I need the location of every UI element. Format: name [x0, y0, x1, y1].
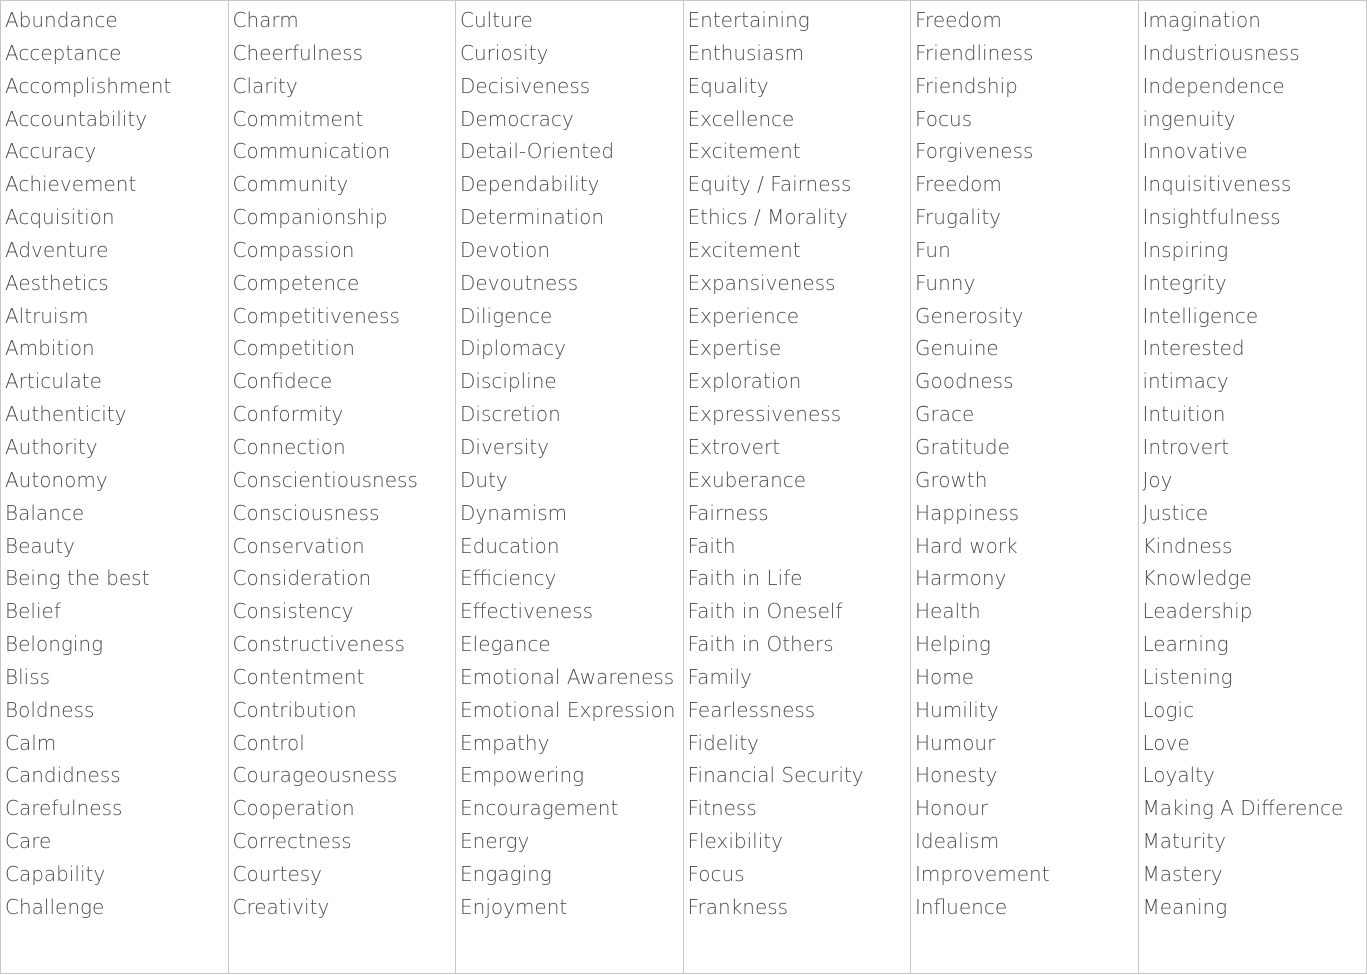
value-item: Culture — [460, 8, 533, 32]
value-item: Justice — [1142, 500, 1209, 525]
value-item: Competition — [232, 336, 355, 361]
value-item: Hard work — [915, 533, 1018, 558]
value-item: Contentment — [232, 664, 365, 689]
value-item: Fearlessness — [687, 697, 816, 722]
value-item: Expressiveness — [687, 402, 842, 427]
value-item: Growth — [915, 467, 988, 492]
value-item: Conscientiousness — [232, 467, 418, 492]
value-item: Consistency — [232, 599, 354, 624]
value-item: Dynamism — [460, 500, 568, 525]
value-item: Expansiveness — [687, 270, 836, 295]
value-item: Dependability — [460, 172, 600, 197]
value-item: Focus — [687, 861, 745, 886]
value-item: Faith in Oneself — [687, 599, 843, 624]
value-item: Accomplishment — [5, 73, 172, 98]
value-item: Engaging — [460, 861, 552, 886]
value-item: Exploration — [687, 369, 802, 394]
value-item: Commitment — [232, 106, 364, 131]
value-item: Creativity — [232, 894, 330, 919]
value-item: Capability — [5, 861, 106, 886]
value-item: Emotional Expression — [460, 697, 676, 722]
value-item: Making A Difference — [1142, 796, 1344, 821]
value-item: Generosity — [915, 303, 1024, 328]
value-item: Listening — [1142, 664, 1233, 689]
value-item: Fitness — [687, 796, 757, 821]
values-column-2 — [229, 1, 457, 973]
value-item: Friendship — [915, 73, 1018, 98]
value-item: Education — [460, 533, 560, 558]
value-item: Integrity — [1142, 270, 1227, 295]
value-item: Beauty — [5, 533, 76, 558]
value-item: Enjoyment — [460, 894, 568, 919]
value-item: Home — [915, 664, 975, 689]
value-item: Entertaining — [687, 8, 810, 32]
value-item: Grace — [915, 402, 975, 427]
value-item: Courageousness — [232, 763, 398, 788]
value-item: Aesthetics — [5, 270, 109, 295]
value-item: Competitiveness — [232, 303, 400, 328]
value-item: Contribution — [232, 697, 357, 722]
value-item: Logic — [1142, 697, 1195, 722]
value-item: Intelligence — [1142, 303, 1259, 328]
value-item: Financial Security — [687, 763, 864, 788]
value-item: Fun — [915, 237, 951, 262]
value-item: Elegance — [460, 632, 551, 657]
value-item: Empathy — [460, 730, 550, 755]
value-item: Authenticity — [5, 402, 127, 427]
value-item: Companionship — [232, 205, 388, 230]
value-item: Charm — [232, 8, 299, 32]
value-item: Devoutness — [460, 270, 579, 295]
value-item: Gratitude — [915, 434, 1010, 459]
value-item: Cooperation — [232, 796, 355, 821]
value-item: Acceptance — [5, 40, 122, 65]
value-item: Diligence — [460, 303, 553, 328]
value-item: Adventure — [5, 237, 109, 262]
value-item: Devotion — [460, 237, 551, 262]
value-item: Happiness — [915, 500, 1020, 525]
value-item: Idealism — [915, 829, 1000, 854]
value-item: Detail-Oriented — [460, 139, 615, 164]
value-item: Diversity — [460, 434, 549, 459]
value-item: Courtesy — [232, 861, 323, 886]
value-item: Care — [5, 829, 52, 854]
value-item: Bliss — [5, 664, 51, 689]
value-item: Excellence — [687, 106, 795, 131]
value-item: Acquisition — [5, 205, 115, 230]
value-item: Flexibility — [687, 829, 783, 854]
value-item: Experience — [687, 303, 800, 328]
value-item: Exuberance — [687, 467, 807, 492]
value-item: Altruism — [5, 303, 89, 328]
value-item: Calm — [5, 730, 57, 755]
value-item: Freedom — [915, 172, 1002, 197]
value-item: Honour — [915, 796, 989, 821]
value-item: Leadership — [1142, 599, 1253, 624]
value-item: intimacy — [1142, 369, 1229, 394]
value-item: Competence — [232, 270, 360, 295]
value-item: Influence — [915, 894, 1008, 919]
value-item: ingenuity — [1142, 106, 1236, 131]
value-item: Discretion — [460, 402, 561, 427]
value-item: Joy — [1142, 467, 1173, 492]
value-item: Humility — [915, 697, 999, 722]
value-item: Love — [1142, 730, 1190, 755]
value-item: Accountability — [5, 106, 148, 131]
value-item: Freedom — [915, 8, 1002, 32]
value-item: Frugality — [915, 205, 1001, 230]
value-item: Conformity — [232, 402, 344, 427]
value-item: Diplomacy — [460, 336, 567, 361]
value-item: Focus — [915, 106, 973, 131]
value-item: Connection — [232, 434, 346, 459]
value-item: Faith in Others — [687, 632, 834, 657]
value-item: Equity / Fairness — [687, 172, 852, 197]
value-item: Helping — [915, 632, 991, 657]
value-item: Frankness — [687, 894, 789, 919]
value-item: Candidness — [5, 763, 121, 788]
value-item: Imagination — [1142, 8, 1261, 32]
value-item: Forgiveness — [915, 139, 1034, 164]
value-item: Ethics / Morality — [687, 205, 848, 230]
value-item: Cheerfulness — [232, 40, 364, 65]
value-item: Challenge — [5, 894, 105, 919]
value-item: Ambition — [5, 336, 95, 361]
value-item: Harmony — [915, 566, 1007, 591]
value-item: Balance — [5, 500, 85, 525]
value-item: Loyalty — [1142, 763, 1215, 788]
value-item: Belonging — [5, 632, 104, 657]
value-item: Correctness — [232, 829, 352, 854]
value-item: Constructiveness — [232, 632, 405, 657]
value-item: Enthusiasm — [687, 40, 805, 65]
value-item: Honesty — [915, 763, 998, 788]
value-item: Fidelity — [687, 730, 759, 755]
value-item: Interested — [1142, 336, 1245, 361]
value-item: Clarity — [232, 73, 298, 98]
value-item: Community — [232, 172, 349, 197]
value-item: Mastery — [1142, 861, 1223, 886]
value-item: Belief — [5, 599, 61, 624]
value-item: Articulate — [5, 369, 102, 394]
value-item: Inspiring — [1142, 237, 1229, 262]
value-item: Consideration — [232, 566, 372, 591]
value-item: Learning — [1142, 632, 1229, 657]
value-item: Friendliness — [915, 40, 1034, 65]
value-item: Discipline — [460, 369, 557, 394]
value-item: Emotional Awareness — [460, 664, 675, 689]
value-item: Effectiveness — [460, 599, 594, 624]
value-item: Authority — [5, 434, 98, 459]
value-item: Insightfulness — [1142, 205, 1281, 230]
value-item: Extrovert — [687, 434, 781, 459]
values-column-4 — [684, 1, 912, 973]
value-item: Humour — [915, 730, 996, 755]
value-item: Compassion — [232, 237, 355, 262]
value-item: Consciousness — [232, 500, 380, 525]
value-item: Maturity — [1142, 829, 1226, 854]
value-item: Being the best — [5, 566, 150, 591]
value-item: Intuition — [1142, 402, 1226, 427]
value-item: Excitement — [687, 139, 801, 164]
value-item: Innovative — [1142, 139, 1248, 164]
value-item: Excitement — [687, 237, 801, 262]
value-item: Autonomy — [5, 467, 108, 492]
value-item: Faith in Life — [687, 566, 803, 591]
value-item: Decisiveness — [460, 73, 591, 98]
value-item: Carefulness — [5, 796, 123, 821]
value-item: Meaning — [1142, 894, 1228, 919]
value-item: Energy — [460, 829, 530, 854]
value-item: Curiosity — [460, 40, 549, 65]
value-item: Health — [915, 599, 981, 624]
value-item: Introvert — [1142, 434, 1230, 459]
value-item: Accuracy — [5, 139, 97, 164]
value-item: Family — [687, 664, 752, 689]
value-item: Knowledge — [1142, 566, 1252, 591]
value-item: Achievement — [5, 172, 137, 197]
value-item: Genuine — [915, 336, 999, 361]
value-item: Improvement — [915, 861, 1050, 886]
value-item: Faith — [687, 533, 736, 558]
value-item: Boldness — [5, 697, 95, 722]
value-item: Equality — [687, 73, 769, 98]
value-item: Inquisitiveness — [1142, 172, 1292, 197]
value-item: Funny — [915, 270, 976, 295]
values-column-5 — [911, 1, 1139, 973]
value-item: Fairness — [687, 500, 769, 525]
value-item: Determination — [460, 205, 605, 230]
value-item: Efficiency — [460, 566, 557, 591]
value-item: Confidece — [232, 369, 333, 394]
value-item: Communication — [232, 139, 391, 164]
value-item: Kindness — [1142, 533, 1233, 558]
value-item: Control — [232, 730, 305, 755]
value-item: Goodness — [915, 369, 1014, 394]
value-item: Abundance — [5, 8, 118, 32]
value-item: Duty — [460, 467, 508, 492]
value-item: Independence — [1142, 73, 1285, 98]
values-column-3 — [456, 1, 684, 973]
value-item: Empowering — [460, 763, 585, 788]
value-item: Industriousness — [1142, 40, 1300, 65]
value-item: Democracy — [460, 106, 574, 131]
value-item: Conservation — [232, 533, 365, 558]
values-column-6 — [1139, 1, 1367, 973]
value-item: Encouragement — [460, 796, 619, 821]
values-column-1 — [1, 1, 229, 973]
value-item: Expertise — [687, 336, 782, 361]
